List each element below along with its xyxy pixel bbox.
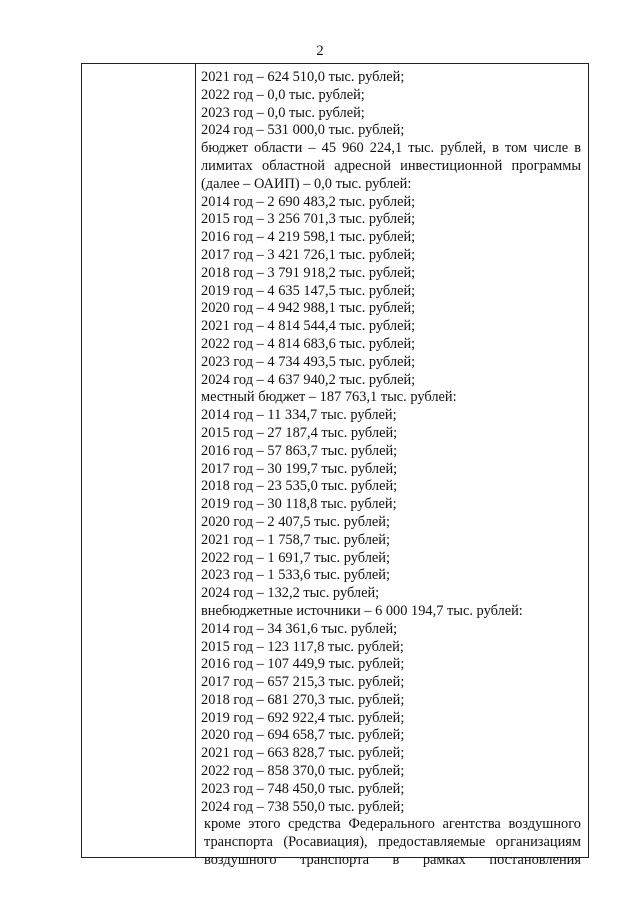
text-line: 2015 год – 27 187,4 тыс. рублей; (201, 424, 398, 441)
text-line: 2017 год – 3 421 726,1 тыс. рублей; (201, 246, 416, 263)
text-line: 2014 год – 34 361,6 тыс. рублей; (201, 620, 398, 637)
text-line: 2021 год – 1 758,7 тыс. рублей; (201, 531, 390, 548)
text-line: 2021 год – 663 828,7 тыс. рублей; (201, 745, 405, 762)
text-line: 2023 год – 1 533,6 тыс. рублей; (201, 567, 390, 584)
text-line: 2022 год – 1 691,7 тыс. рублей; (201, 549, 390, 566)
text-line: 2016 год – 4 219 598,1 тыс. рублей; (201, 229, 416, 246)
text-line: 2024 год – 132,2 тыс. рублей; (201, 585, 380, 602)
page-number: 2 (316, 43, 324, 59)
text-line: 2014 год – 2 690 483,2 тыс. рублей; (201, 193, 416, 210)
text-line: 2018 год – 681 270,3 тыс. рублей; (201, 691, 405, 708)
text-line: воздушного транспорта в рамках постановления (204, 852, 581, 869)
text-line: местный бюджет – 187 763,1 тыс. рублей: (201, 389, 457, 406)
text-line: кроме этого средства Федерального агентства воздушного (204, 816, 581, 833)
text-line: 2020 год – 2 407,5 тыс. рублей; (201, 513, 390, 530)
text-line: 2023 год – 4 734 493,5 тыс. рублей; (201, 353, 416, 370)
text-line: бюджет области – 45 960 224,1 тыс. рублей, в том числе в (201, 140, 581, 157)
text-line: 2024 год – 4 637 940,2 тыс. рублей; (201, 371, 416, 388)
text-line: 2016 год – 57 863,7 тыс. рублей; (201, 442, 398, 459)
text-line: лимитах областной адресной инвестиционной программы (201, 157, 581, 174)
text-line: транспорта (Росавиация), предоставляемые организациям (204, 834, 581, 851)
text-line: 2017 год – 657 215,3 тыс. рублей; (201, 674, 405, 691)
document-table (81, 63, 589, 869)
text-line: 2019 год – 30 118,8 тыс. рублей; (201, 496, 397, 513)
table-cell-content (201, 69, 581, 870)
text-line: (далее – ОАИП) – 0,0 тыс. рублей: (201, 175, 412, 192)
text-line: 2022 год – 4 814 683,6 тыс. рублей; (201, 335, 416, 352)
text-line: 2017 год – 30 199,7 тыс. рублей; (201, 460, 398, 477)
text-line: 2020 год – 4 942 988,1 тыс. рублей; (201, 300, 416, 317)
text-line: 2016 год – 107 449,9 тыс. рублей; (201, 656, 405, 673)
text-line: 2023 год – 748 450,0 тыс. рублей; (201, 780, 405, 797)
text-line: 2021 год – 4 814 544,4 тыс. рублей; (201, 318, 416, 335)
text-line: 2022 год – 858 370,0 тыс. рублей; (201, 763, 405, 780)
text-line: 2023 год – 0,0 тыс. рублей; (201, 104, 365, 121)
text-line: 2019 год – 4 635 147,5 тыс. рублей; (201, 282, 416, 299)
text-line: 2024 год – 738 550,0 тыс. рублей; (201, 798, 405, 815)
text-line: 2022 год – 0,0 тыс. рублей; (201, 86, 365, 103)
text-line: 2019 год – 692 922,4 тыс. рублей; (201, 709, 405, 726)
closing-paragraph (201, 816, 581, 869)
text-line: 2014 год – 11 334,7 тыс. рублей; (201, 407, 397, 424)
text-line: 2024 год – 531 000,0 тыс. рублей; (201, 122, 405, 139)
text-line: 2018 год – 3 791 918,2 тыс. рублей; (201, 264, 416, 281)
text-line: 2020 год – 694 658,7 тыс. рублей; (201, 727, 405, 744)
text-line: 2015 год – 3 256 701,3 тыс. рублей; (201, 211, 416, 228)
column-divider (195, 64, 196, 857)
text-line: внебюджетные источники – 6 000 194,7 тыс. рублей: (201, 602, 523, 619)
text-line: 2018 год – 23 535,0 тыс. рублей; (201, 478, 398, 495)
text-line: 2021 год – 624 510,0 тыс. рублей; (201, 69, 405, 85)
text-line: 2015 год – 123 117,8 тыс. рублей; (201, 638, 404, 655)
